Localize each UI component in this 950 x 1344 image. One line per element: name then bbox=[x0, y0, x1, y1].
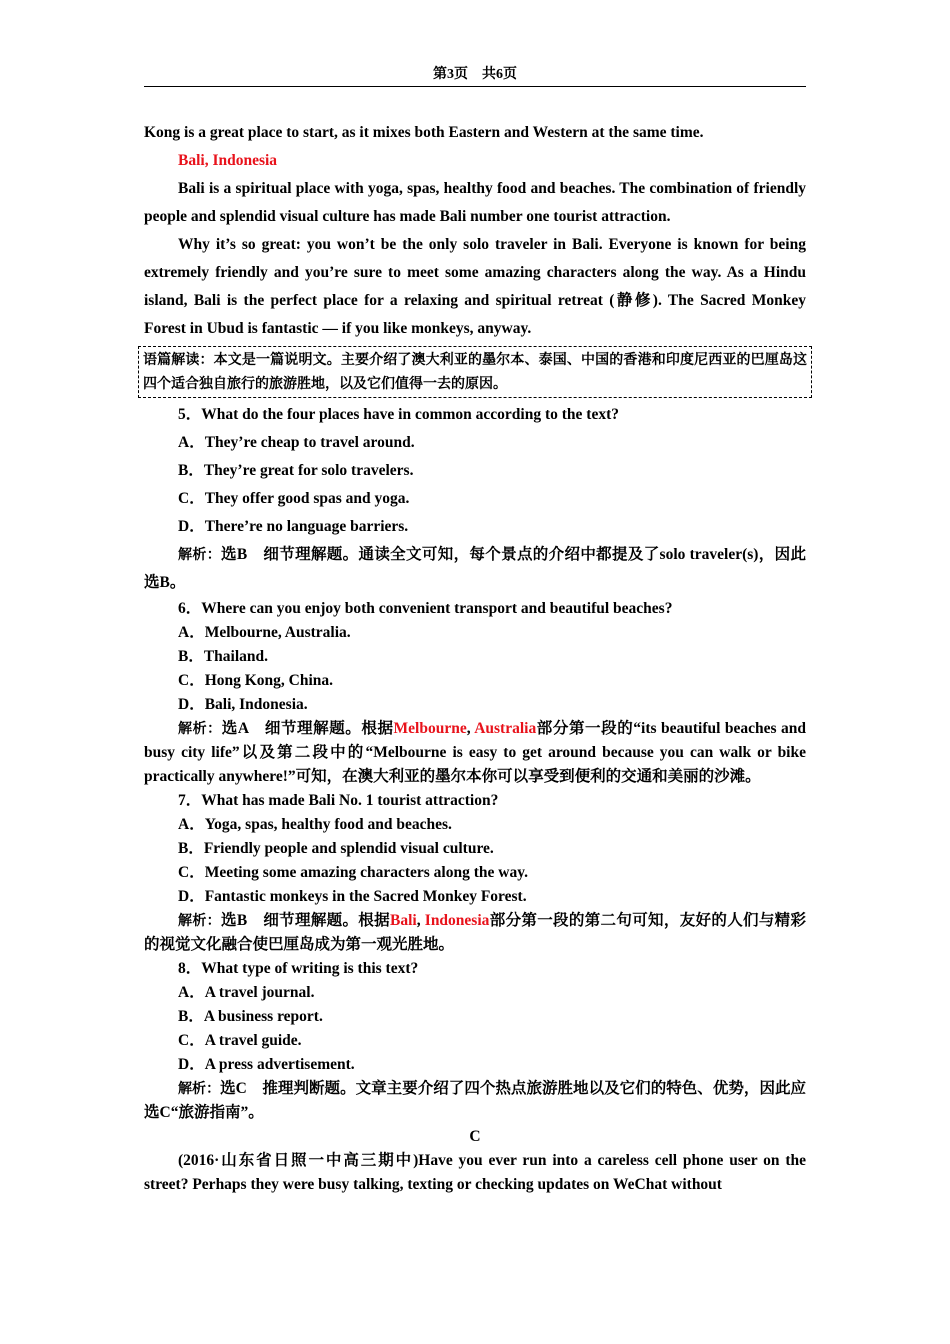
question-stem: 8．What type of writing is this text? bbox=[178, 960, 419, 977]
answer-option: C．Meeting some amazing characters along the way. bbox=[178, 864, 528, 881]
answer-option: A．A travel journal. bbox=[178, 984, 315, 1001]
passage-paragraph bbox=[144, 1149, 806, 1197]
answer-option: B．Thailand. bbox=[178, 648, 269, 665]
explanation bbox=[144, 541, 806, 597]
explanation-label: 解析： bbox=[178, 913, 221, 929]
passage-paragraph: Why it’s so great: you won’t be the only solo traveler in Bali. Everyone is known for being extremely friendly and you’re sure to meet some amazing characters along the way. As a Hindu island, Bali is the perfect place for a relaxing and spiritual retreat (静修). The Sacred Monkey Forest in Ubud is fantastic — if you like monkeys, anyway. bbox=[144, 236, 806, 337]
question-stem: 7．What has made Bali No. 1 tourist attraction? bbox=[178, 792, 499, 809]
highlight-text: Melbourne bbox=[393, 720, 467, 737]
explanation bbox=[144, 717, 806, 789]
text-analysis-box bbox=[138, 346, 812, 398]
analysis-text: 本文是一篇说明文。主要介绍了澳大利亚的墨尔本、泰国、中国的香港和印度尼西亚的巴厘岛这四个适合独自旅行的旅游胜地，以及它们值得一去的原因。 bbox=[143, 352, 808, 392]
answer-option: D．There’re no language barriers. bbox=[178, 518, 409, 535]
separator-text: , bbox=[416, 912, 425, 929]
passage-text: Have you ever run into a careless cell phone user on the street? Perhaps they were busy talking, texting or checking updates on WeChat without bbox=[144, 1152, 807, 1193]
page-number: 第3页 共6页 bbox=[433, 67, 517, 82]
question-stem: 6．Where can you enjoy both convenient transport and beautiful beaches? bbox=[178, 600, 673, 617]
highlight-text: Australia bbox=[474, 720, 537, 737]
answer-option: A．They’re cheap to travel around. bbox=[178, 434, 415, 451]
source-citation: (2016·山东省日照一中高三期中) bbox=[178, 1152, 419, 1169]
explanation-text: 选C 推理判断题。文章主要介绍了四个热点旅游胜地以及它们的特色、优势，因此应选C“旅游指南”。 bbox=[144, 1080, 807, 1121]
document-body bbox=[144, 119, 806, 1197]
explanation-label: 解析： bbox=[178, 547, 222, 563]
explanation bbox=[144, 1077, 806, 1125]
section-letter: C bbox=[469, 1128, 481, 1145]
explanation-label: 解析： bbox=[178, 721, 222, 737]
highlight-text: Indonesia bbox=[424, 912, 490, 929]
answer-option: A．Melbourne, Australia. bbox=[178, 624, 351, 641]
section-heading-bali: Bali, Indonesia bbox=[178, 152, 278, 169]
explanation-text: 部分第一段的“its beautiful beaches and busy city life”以及第二段中的“Melbourne is easy to get around because you can walk or bike practically anywhere!”可知，在澳大利亚的墨尔本你可以享受到便利的交通和美丽的沙滩。 bbox=[144, 720, 806, 785]
answer-option: D．Bali, Indonesia. bbox=[178, 696, 308, 713]
highlight-text: Bali bbox=[389, 912, 417, 929]
passage-line: Kong is a great place to start, as it mixes both Eastern and Western at the same time. bbox=[144, 124, 704, 141]
answer-option: C．A travel guide. bbox=[178, 1032, 302, 1049]
answer-option: D．Fantastic monkeys in the Sacred Monkey Forest. bbox=[178, 888, 527, 905]
question-stem: 5．What do the four places have in common according to the text? bbox=[178, 406, 620, 423]
answer-option: D．A press advertisement. bbox=[178, 1056, 355, 1073]
answer-option: B．Friendly people and splendid visual culture. bbox=[178, 840, 494, 857]
answer-option: A．Yoga, spas, healthy food and beaches. bbox=[178, 816, 452, 833]
page-header bbox=[144, 66, 806, 87]
explanation-text: 选A 细节理解题。根据 bbox=[221, 720, 394, 737]
explanation-text: 部分第一段的第二句可知，友好的人们与精彩的视觉文化融合使巴厘岛成为第一观光胜地。 bbox=[144, 912, 807, 953]
analysis-label: 语篇解读： bbox=[143, 352, 214, 368]
answer-option: B．They’re great for solo travelers. bbox=[178, 462, 414, 479]
answer-option: B．A business report. bbox=[178, 1008, 323, 1025]
explanation-text: 选B 细节理解题。根据 bbox=[221, 912, 390, 929]
answer-option: C．Hong Kong, China. bbox=[178, 672, 334, 689]
explanation-text: 选B 细节理解题。通读全文可知，每个景点的介绍中都提及了solo traveler(s)，因此选B。 bbox=[144, 546, 806, 591]
separator-text: , bbox=[466, 720, 475, 737]
explanation-label: 解析： bbox=[178, 1081, 221, 1097]
explanation bbox=[144, 909, 806, 957]
answer-option: C．They offer good spas and yoga. bbox=[178, 490, 410, 507]
passage-paragraph: Bali is a spiritual place with yoga, spas, healthy food and beaches. The combination of friendly people and splendid visual culture has made Bali number one tourist attraction. bbox=[144, 180, 806, 225]
